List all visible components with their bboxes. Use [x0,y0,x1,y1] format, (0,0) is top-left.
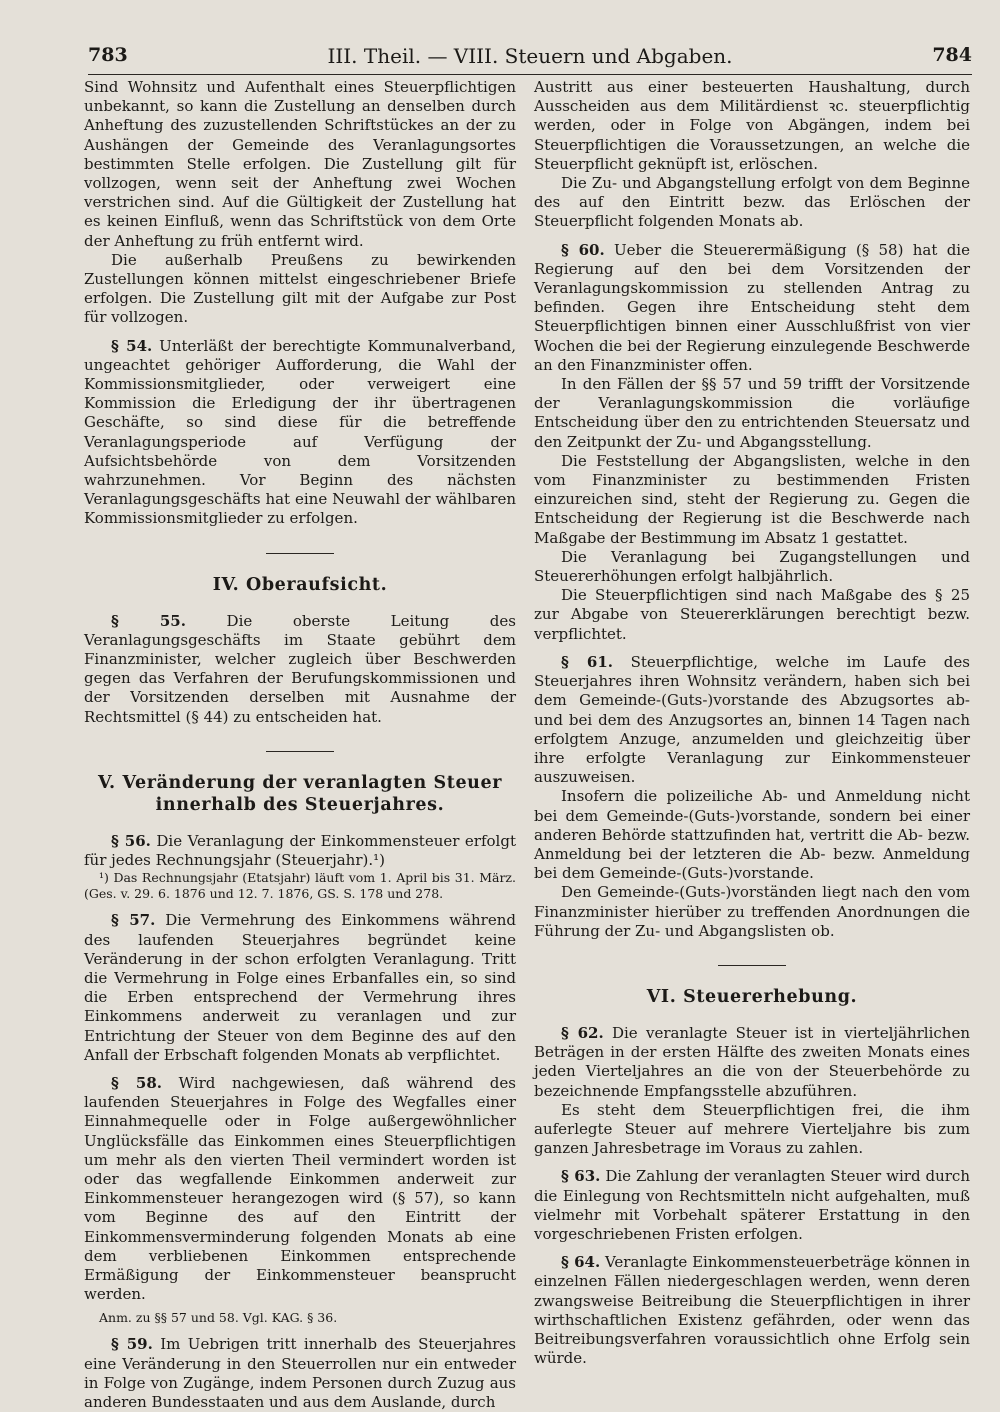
section-60 [534,241,970,375]
section-number: § 58. [111,1073,163,1092]
section-57 [84,911,516,1065]
paragraph-frei: Es steht dem Steuerpflichtigen frei, die ihm auferlegte Steuer auf mehrere Vierteljahre bis zum ganzen Jahresbetrage im Voraus zu zahlen. [534,1100,970,1158]
paragraph-ausserhalb: Die außerhalb Preußens zu bewirkenden Zustellungen können mittelst eingeschriebener Briefe erfolgen. Die Zustellung gilt mit der Aufgabe zur Post für vollzogen. [84,250,516,327]
section-number: § 62. [561,1023,604,1042]
running-title: III. Theil. — VIII. Steuern und Abgaben. [327,44,733,68]
section-divider [718,965,786,966]
section-62 [534,1024,970,1101]
paragraph-gemeinde: Den Gemeinde-(Guts-)vorständen liegt nach den vom Finanzminister hierüber zu treffenden Anordnungen die Führung der Zu- und Abgangslisten ob. [534,883,970,940]
right-column [534,78,970,1368]
paragraph-steuerpflichtigen: Die Steuerpflichtigen sind nach Maßgabe des § 25 zur Abgabe von Steuererklärungen berechtigt bezw. verpflichtet. [534,586,970,643]
paragraph-feststellung: Die Feststellung der Abgangslisten, welche in den vom Finanzminister zu bestimmenden Fristen einzureichen sind, steht der Regierung zu. Gegen die Entscheidung der Regierung ist die Beschwerde nach Maßgabe der Bestimmung im Absatz 1 gestattet. [534,451,970,547]
page-number-left: 783 [88,44,128,66]
section-text: Die oberste Leitung des Veranlagungsgeschäfts im Staate gebührt dem Finanzminister, welcher zugleich über Beschwerden gegen das Verfahren der Berufungskommissionen und der Vorsitzenden derselben mit Ausnahme der Rechtsmittel (§ 44) zu entscheiden hat. [84,611,516,726]
section-number: § 63. [561,1167,601,1186]
section-63 [534,1167,970,1244]
section-text: Ueber die Steuerermäßigung (§ 58) hat die Regierung auf den bei dem Vorsitzenden der Veranlagungskommission zu stellenden Antrag zu befinden. Gegen ihre Entscheidung steht dem Steuerpflichtigen binnen einer Ausschlußfrist von vier Wochen die bei der Regierung einzulegende Beschwerde an den Finanzminister offen. [534,240,970,374]
section-divider [266,751,334,752]
section-number: § 57. [111,911,156,930]
section-58 [84,1074,516,1304]
heading-steuererhebung: VI. Steuererhebung. [646,986,858,1007]
section-55 [84,612,516,727]
running-header [88,40,972,75]
section-divider [266,553,334,554]
section-number: § 56. [111,831,151,850]
paragraph-austritt: Austritt aus einer besteuerten Haushaltung, durch Ausscheiden aus dem Militärdienst ꝛc. steuerpflichtig werden, oder in Folge von Abgängen, indem bei Steuerpflichtigen die Voraussetzungen, an welche die Steuerpflicht geknüpft ist, erlöschen. [534,78,970,173]
section-54 [84,337,516,529]
paragraph-veranlagung: Die Veranlagung bei Zugangstellungen und Steuererhöhungen erfolgt halbjährlich. [534,547,970,586]
section-text: Die veranlagte Steuer ist in vierteljährlichen Beträgen in der ersten Hälfte des zweiten Monats eines jeden Vierteljahres an die von der Steuerbehörde zu bezeichnende Empfangsstelle abzuführen. [534,1023,970,1100]
section-number: § 54. [111,336,153,355]
section-text: Im Uebrigen tritt innerhalb des Steuerjahres eine Veränderung in den Steuerrollen nur ein entweder in Folge von Zugänge, indem Personen durch Zuzug aus anderen Bundesstaaten und aus dem Auslande, durch [84,1335,516,1411]
section-text: Unterläßt der berechtigte Kommunalverband, ungeachtet gehöriger Aufforderung, die Wahl der Kommissionsmitglieder, oder verweigert eine Kommission die Erledigung der ihr übertragenen Geschäfte, so sind diese für die betreffende Veranlagungsperiode auf Verfügung der Aufsichtsbehörde von dem Vorsitzenden wahrzunehmen. Vor Beginn des nächsten Veranlagungsgeschäfts hat eine Neuwahl der wählbaren Kommissionsmitglieder zu erfolgen. [84,336,516,528]
section-number: § 61. [561,652,613,671]
page-number-right: 784 [932,44,972,66]
section-number: § 59. [111,1335,153,1354]
section-text: Die Zahlung der veranlagten Steuer wird durch die Einlegung von Rechtsmitteln nicht aufgehalten, muß vielmehr mit Vorbehalt späterer Erstattung in den vorgeschriebenen Fristen erfolgen. [534,1167,970,1243]
section-number: § 60. [561,240,605,259]
section-56 [84,832,516,870]
section-text: Steuerpflichtige, welche im Laufe des Steuerjahres ihren Wohnsitz verändern, haben sich bei dem Gemeinde-(Guts-)vorstande des Abzugsortes ab- und bei dem des Anzugsortes an, binnen 14 Tagen nach erfolgtem Anzuge, anzumelden und gleichzeitig über ihre erfolgte Veranlagung zur Einkommensteuer auszuweisen. [534,652,970,787]
note-anmerkung: Anm. zu §§ 57 und 58. Vgl. KAG. § 36. [99,1310,338,1326]
section-text: Die Vermehrung des Einkommens während des laufenden Steuerjahres begründet keine Veränderung in der schon erfolgten Veranlagung. Tritt die Vermehrung in Folge eines Erbanfalles ein, so sind die Erben entsprechend der Vermehrung ihres Einkommens anderweit zu veranlagen und zur Entrichtung der Steuer von dem Beginne des auf den Anfall der Erbschaft folgenden Monats ab verpflichtet. [84,911,516,1064]
section-64 [534,1253,970,1368]
section-59 [84,1335,516,1412]
heading-oberaufsicht: IV. Oberaufsicht. [212,574,388,595]
paragraph-faellen: In den Fällen der §§ 57 und 59 trifft der Vorsitzende der Veranlagungskommission die vorläufige Entscheidung über den zu entrichtenden Steuersatz und den Zeitpunkt der Zu- und Abgangsstellung. [534,375,970,451]
paragraph-zu-abgang: Die Zu- und Abgangstellung erfolgt von dem Beginne des auf den Eintritt bezw. das Erlöschen der Steuerpflicht folgenden Monats ab. [534,174,970,231]
paragraph-zustellung: Sind Wohnsitz und Aufenthalt eines Steuerpflichtigen unbekannt, so kann die Zustellung an denselben durch Anheftung des zuzustellenden Schriftstückes an der zu Aushängen der Gemeinde des Veranlagungsortes bestimmten Stelle erfolgen. Die Zustellung gilt für vollzogen, wenn seit der Anheftung zwei Wochen verstrichen sind. Auf die Gültigkeit der Zustellung hat es keinen Einfluß, wenn das Schriftstück von dem Orte der Anheftung zu früh entfernt wird. [84,78,516,250]
section-text: Die Veranlagung der Einkommensteuer erfolgt für jedes Rechnungsjahr (Steuerjahr).¹) [84,831,516,870]
footnote-1: ¹) Das Rechnungsjahr (Etatsjahr) läuft vom 1. April bis 31. März. (Ges. v. 29. 6. 1876 und 12. 7. 1876, GS. S. 178 und 278. [84,870,516,902]
paragraph-insofern: Insofern die polizeiliche Ab- und Anmeldung nicht bei dem Gemeinde-(Guts-)vorstande, sondern bei einer anderen Behörde stattzufinden hat, vertritt die Ab- bezw. Anmeldung bei der letzteren die Ab- bezw. Anmeldung bei dem Gemeinde-(Guts-)vorstande. [534,787,970,883]
heading-veraenderung: V. Veränderung der veranlagten Steuer innerhalb des Steuerjahres. [97,772,503,815]
section-61 [534,653,970,787]
section-text: Veranlagte Einkommensteuerbeträge können in einzelnen Fällen niedergeschlagen werden, wenn deren zwangsweise Beitreibung die Steuerpflichtigen in ihrer wirthschaftlichen Existenz gefährden, oder wenn das Beitreibungsverfahren voraussichtlich ohne Erfolg sein würde. [534,1253,970,1368]
section-number: § 64. [561,1253,601,1272]
section-number: § 55. [111,611,186,630]
section-text: Wird nachgewiesen, daß während des laufenden Steuerjahres in Folge des Wegfalles einer Einnahmequelle oder in Folge außergewöhnlicher Unglücksfälle das Einkommen eines Steuerpflichtigen um mehr als den vierten Theil vermindert worden ist oder das wegfallende Einkommen anderweit zur Einkommensteuer herangezogen wird (§ 57), so kann vom Beginne des auf den Eintritt der Einkommensverminderung folgenden Monats ab eine dem verbliebenen Einkommen entsprechende Ermäßigung der Einkommensteuer beansprucht werden. [84,1073,516,1304]
left-column [84,78,516,1412]
